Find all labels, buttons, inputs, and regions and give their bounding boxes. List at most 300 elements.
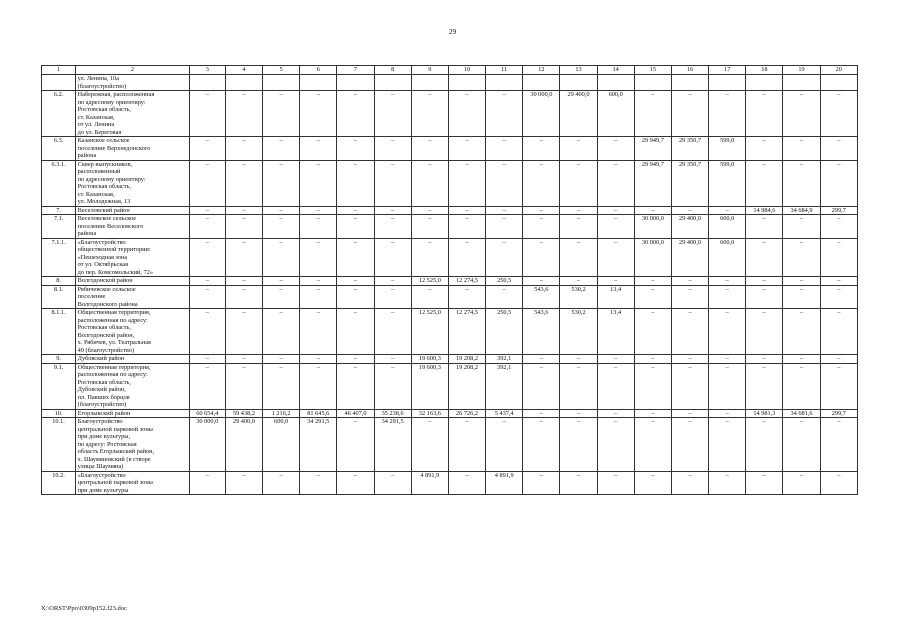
value-cell: – (634, 355, 671, 364)
value-cell: 35 238,6 (374, 409, 411, 418)
header-cell: 13 (560, 66, 597, 75)
value-cell: – (337, 363, 374, 409)
value-cell (634, 75, 671, 91)
value-cell: 29 949,7 (634, 160, 671, 206)
header-cell: 4 (225, 66, 262, 75)
value-cell: – (300, 137, 337, 161)
value-cell (189, 75, 225, 91)
value-cell: 530,2 (560, 285, 597, 309)
value-cell: – (189, 285, 225, 309)
table-row (42, 277, 858, 286)
value-cell: – (263, 277, 300, 286)
table-row (42, 137, 858, 161)
value-cell: – (337, 137, 374, 161)
value-cell: 34 681,6 (783, 409, 820, 418)
row-number: 6.3. (42, 137, 76, 161)
value-cell: – (597, 160, 634, 206)
value-cell: – (560, 238, 597, 277)
header-cell: 7 (337, 66, 374, 75)
value-cell: 4 891,9 (411, 471, 448, 495)
value-cell: – (337, 160, 374, 206)
table-row (42, 471, 858, 495)
value-cell: – (597, 363, 634, 409)
row-number: 8.1. (42, 285, 76, 309)
value-cell: – (225, 206, 262, 215)
value-cell: – (783, 277, 820, 286)
value-cell: – (820, 418, 857, 472)
row-name: Егорлыкский район (76, 409, 190, 418)
value-cell: – (448, 238, 485, 277)
header-cell: 1 (42, 66, 76, 75)
value-cell: 13,4 (597, 285, 634, 309)
table-row (42, 160, 858, 206)
value-cell: – (709, 418, 746, 472)
row-number: 10. (42, 409, 76, 418)
value-cell: – (597, 418, 634, 472)
value-cell: – (263, 363, 300, 409)
value-cell: 299,7 (820, 206, 857, 215)
value-cell: – (746, 363, 783, 409)
table-row (42, 409, 858, 418)
value-cell: – (189, 215, 225, 239)
value-cell: – (746, 355, 783, 364)
value-cell: – (746, 309, 783, 355)
value-cell: – (597, 277, 634, 286)
value-cell: 599,0 (709, 160, 746, 206)
value-cell: – (597, 355, 634, 364)
value-cell: – (820, 309, 857, 355)
value-cell: – (560, 206, 597, 215)
value-cell: 250,5 (486, 277, 523, 286)
value-cell: 30 000,0 (189, 418, 225, 472)
value-cell: – (486, 160, 523, 206)
value-cell: – (300, 355, 337, 364)
value-cell: 392,1 (486, 363, 523, 409)
value-cell: 30 000,0 (523, 91, 560, 137)
value-cell: – (709, 355, 746, 364)
value-cell: 12 274,5 (448, 309, 485, 355)
value-cell: – (523, 363, 560, 409)
row-number: 6.2. (42, 91, 76, 137)
header-cell: 10 (448, 66, 485, 75)
row-number: 10.2. (42, 471, 76, 495)
value-cell: – (225, 137, 262, 161)
value-cell: – (300, 91, 337, 137)
value-cell: – (820, 160, 857, 206)
value-cell: – (263, 206, 300, 215)
value-cell: 299,7 (820, 409, 857, 418)
value-cell: – (560, 418, 597, 472)
value-cell: – (263, 471, 300, 495)
value-cell: – (374, 277, 411, 286)
value-cell: 12 525,0 (411, 309, 448, 355)
value-cell: – (746, 137, 783, 161)
value-cell: – (263, 91, 300, 137)
value-cell: 34 291,5 (374, 418, 411, 472)
value-cell: – (374, 160, 411, 206)
value-cell: – (374, 309, 411, 355)
header-cell: 19 (783, 66, 820, 75)
header-cell: 11 (486, 66, 523, 75)
value-cell (300, 75, 337, 91)
value-cell: – (746, 471, 783, 495)
value-cell: – (225, 285, 262, 309)
value-cell: – (746, 238, 783, 277)
header-cell: 8 (374, 66, 411, 75)
header-cell: 18 (746, 66, 783, 75)
table-row (42, 285, 858, 309)
value-cell: – (448, 160, 485, 206)
header-cell: 2 (76, 66, 190, 75)
value-cell: – (783, 309, 820, 355)
value-cell: – (820, 285, 857, 309)
value-cell: – (225, 363, 262, 409)
value-cell: – (671, 91, 708, 137)
value-cell: – (225, 238, 262, 277)
value-cell: – (300, 238, 337, 277)
value-cell: – (560, 409, 597, 418)
value-cell: – (189, 355, 225, 364)
value-cell: – (411, 91, 448, 137)
value-cell: – (337, 285, 374, 309)
header-cell: 3 (189, 66, 225, 75)
footer-path: X:\ORST\Ppo\0309p152.f23.doc (41, 605, 127, 612)
row-name: Веселовское сельское поселение Веселовского района (76, 215, 190, 239)
value-cell: 59 438,2 (225, 409, 262, 418)
value-cell: – (225, 160, 262, 206)
value-cell: – (820, 215, 857, 239)
value-cell (263, 75, 300, 91)
row-name: Казанское сельское поселение Верхнедонского района (76, 137, 190, 161)
value-cell: – (820, 137, 857, 161)
value-cell: 5 437,4 (486, 409, 523, 418)
value-cell: – (560, 471, 597, 495)
value-cell: – (300, 160, 337, 206)
row-number: 7. (42, 206, 76, 215)
value-cell: 19 208,2 (448, 363, 485, 409)
value-cell: – (337, 309, 374, 355)
value-cell (225, 75, 262, 91)
value-cell: – (709, 363, 746, 409)
value-cell: – (189, 309, 225, 355)
value-cell: – (634, 277, 671, 286)
header-cell: 16 (671, 66, 708, 75)
value-cell: 14 981,3 (746, 409, 783, 418)
value-cell: – (783, 418, 820, 472)
value-cell: – (337, 418, 374, 472)
header-cell: 12 (523, 66, 560, 75)
value-cell: 34 291,5 (300, 418, 337, 472)
value-cell: 543,6 (523, 285, 560, 309)
value-cell: – (448, 206, 485, 215)
row-name: Волгодонской район (76, 277, 190, 286)
row-number: 9.1. (42, 363, 76, 409)
value-cell: – (374, 355, 411, 364)
value-cell: – (634, 363, 671, 409)
row-number: 9. (42, 355, 76, 364)
row-name: Благоустройство центральной парковой зоны при доме культуры, по адресу: Ростовская область Егорлыкский район, х. Шаумяновский (в створе улицы Шаумяна) (76, 418, 190, 472)
value-cell: 13,4 (597, 309, 634, 355)
value-cell: 60 654,4 (189, 409, 225, 418)
value-cell: – (820, 471, 857, 495)
value-cell: – (411, 285, 448, 309)
value-cell: 30 000,0 (634, 215, 671, 239)
value-cell (709, 75, 746, 91)
row-name: ул. Ленина, 10а (благоустройство) (76, 75, 190, 91)
value-cell (671, 75, 708, 91)
value-cell: – (263, 355, 300, 364)
value-cell: – (709, 409, 746, 418)
value-cell (597, 75, 634, 91)
value-cell: – (374, 206, 411, 215)
value-cell: 26 726,2 (448, 409, 485, 418)
value-cell: – (709, 471, 746, 495)
value-cell: – (189, 471, 225, 495)
row-name: Рябичевское сельское поселение Волгодонского района (76, 285, 190, 309)
table-row (42, 309, 858, 355)
value-cell: – (300, 215, 337, 239)
value-cell: – (634, 418, 671, 472)
value-cell: – (448, 215, 485, 239)
table-row (42, 238, 858, 277)
value-cell: – (746, 160, 783, 206)
value-cell: – (225, 309, 262, 355)
value-cell: – (448, 285, 485, 309)
value-cell: – (523, 471, 560, 495)
value-cell: – (820, 355, 857, 364)
value-cell: – (374, 363, 411, 409)
value-cell: – (523, 355, 560, 364)
value-cell: – (300, 285, 337, 309)
value-cell: – (523, 215, 560, 239)
value-cell: – (486, 418, 523, 472)
value-cell: – (560, 215, 597, 239)
value-cell: – (523, 418, 560, 472)
value-cell: – (523, 238, 560, 277)
value-cell: – (597, 137, 634, 161)
value-cell: – (523, 206, 560, 215)
value-cell: – (597, 215, 634, 239)
value-cell: – (337, 215, 374, 239)
value-cell: – (597, 471, 634, 495)
value-cell: 543,6 (523, 309, 560, 355)
value-cell (411, 75, 448, 91)
value-cell: – (263, 215, 300, 239)
value-cell: – (560, 355, 597, 364)
value-cell: 29 400,0 (560, 91, 597, 137)
table-row (42, 355, 858, 364)
value-cell: – (300, 471, 337, 495)
value-cell: – (820, 91, 857, 137)
value-cell (486, 75, 523, 91)
value-cell: – (411, 137, 448, 161)
value-cell: – (374, 471, 411, 495)
value-cell: – (411, 160, 448, 206)
value-cell: – (411, 215, 448, 239)
value-cell: – (634, 285, 671, 309)
value-cell: – (411, 206, 448, 215)
value-cell: – (486, 215, 523, 239)
value-cell: – (783, 91, 820, 137)
value-cell: – (263, 285, 300, 309)
value-cell: – (337, 277, 374, 286)
value-cell: – (411, 418, 448, 472)
table-row (42, 215, 858, 239)
value-cell: – (300, 309, 337, 355)
value-cell: – (486, 137, 523, 161)
value-cell: – (411, 238, 448, 277)
value-cell: – (560, 363, 597, 409)
value-cell: – (671, 363, 708, 409)
value-cell: – (783, 137, 820, 161)
value-cell: – (374, 137, 411, 161)
value-cell: 600,0 (597, 91, 634, 137)
value-cell: 29 949,7 (634, 137, 671, 161)
value-cell: – (448, 418, 485, 472)
value-cell: – (374, 285, 411, 309)
value-cell: – (746, 418, 783, 472)
value-cell: 29 350,7 (671, 160, 708, 206)
value-cell: – (634, 206, 671, 215)
value-cell: – (337, 206, 374, 215)
value-cell: – (337, 238, 374, 277)
row-number: 8.1.1. (42, 309, 76, 355)
value-cell: – (300, 206, 337, 215)
header-cell: 17 (709, 66, 746, 75)
value-cell: – (560, 160, 597, 206)
value-cell: 46 407,0 (337, 409, 374, 418)
row-number: 6.3.1. (42, 160, 76, 206)
value-cell: 600,0 (709, 238, 746, 277)
value-cell: 600,0 (709, 215, 746, 239)
value-cell: – (374, 91, 411, 137)
row-name: Общественная территория, расположенная по адресу: Ростовская область, Дубовский район, пл. Павших борцов (благоустройство) (76, 363, 190, 409)
row-number (42, 75, 76, 91)
value-cell: – (783, 355, 820, 364)
value-cell: 19 208,2 (448, 355, 485, 364)
value-cell: – (263, 309, 300, 355)
value-cell: – (486, 285, 523, 309)
value-cell: – (486, 238, 523, 277)
header-cell: 15 (634, 66, 671, 75)
value-cell: 530,2 (560, 309, 597, 355)
value-cell: 29 400,0 (225, 418, 262, 472)
value-cell: – (523, 137, 560, 161)
value-cell: 32 163,6 (411, 409, 448, 418)
value-cell: – (189, 277, 225, 286)
value-cell: 600,0 (263, 418, 300, 472)
value-cell: – (523, 277, 560, 286)
row-name: «Благоустройство центральной парковой зоны при доме культуры (76, 471, 190, 495)
value-cell: – (671, 471, 708, 495)
value-cell: – (300, 277, 337, 286)
value-cell (337, 75, 374, 91)
value-cell: 12 525,0 (411, 277, 448, 286)
row-number: 8. (42, 277, 76, 286)
value-cell: – (448, 137, 485, 161)
value-cell: – (671, 409, 708, 418)
row-number: 7.1.1. (42, 238, 76, 277)
value-cell (783, 75, 820, 91)
value-cell: – (263, 137, 300, 161)
value-cell: – (709, 309, 746, 355)
row-name: «Благоустройство общественной территории: «Пешеходная зона от ул. Октябрьская до пер. Комсомольский, 72» (76, 238, 190, 277)
value-cell (523, 75, 560, 91)
value-cell: – (709, 285, 746, 309)
value-cell: 34 684,9 (783, 206, 820, 215)
value-cell: – (783, 215, 820, 239)
data-table (41, 65, 858, 495)
value-cell: – (225, 215, 262, 239)
value-cell: – (374, 215, 411, 239)
value-cell: – (337, 355, 374, 364)
value-cell: – (225, 471, 262, 495)
value-cell (746, 75, 783, 91)
value-cell: – (671, 285, 708, 309)
value-cell: – (671, 277, 708, 286)
value-cell: – (337, 471, 374, 495)
value-cell: – (597, 409, 634, 418)
value-cell (820, 75, 857, 91)
value-cell: – (783, 471, 820, 495)
value-cell: – (671, 206, 708, 215)
value-cell: 30 000,0 (634, 238, 671, 277)
value-cell: 1 216,2 (263, 409, 300, 418)
value-cell: – (225, 91, 262, 137)
table-row (42, 75, 858, 91)
table-row (42, 91, 858, 137)
value-cell: – (746, 215, 783, 239)
value-cell: – (820, 277, 857, 286)
table-row (42, 363, 858, 409)
value-cell: – (820, 238, 857, 277)
page-number: 29 (448, 27, 457, 36)
value-cell: – (189, 137, 225, 161)
value-cell: 14 984,6 (746, 206, 783, 215)
value-cell (448, 75, 485, 91)
value-cell: 19 600,3 (411, 355, 448, 364)
value-cell: 81 645,6 (300, 409, 337, 418)
value-cell: – (448, 91, 485, 137)
value-cell: – (709, 206, 746, 215)
header-cell: 14 (597, 66, 634, 75)
value-cell: 392,1 (486, 355, 523, 364)
value-cell: – (634, 471, 671, 495)
value-cell (560, 75, 597, 91)
value-cell: – (709, 277, 746, 286)
value-cell: – (634, 91, 671, 137)
header-cell: 9 (411, 66, 448, 75)
row-name: Набережная, расположенная по адресному ориентиру: Ростовская область, ст. Казанская, от ул. Ленина до ул. Береговая (76, 91, 190, 137)
value-cell: – (671, 355, 708, 364)
header-row (42, 66, 858, 75)
value-cell: 12 274,5 (448, 277, 485, 286)
value-cell: 599,0 (709, 137, 746, 161)
value-cell: – (783, 238, 820, 277)
header-cell: 5 (263, 66, 300, 75)
row-name: Общественная территория, расположенная по адресу: Ростовская область, Волгодонской район, х. Рябичев, ул. Театральная 49 (благоустройство) (76, 309, 190, 355)
value-cell: – (225, 277, 262, 286)
value-cell (374, 75, 411, 91)
value-cell: – (523, 160, 560, 206)
value-cell: – (783, 160, 820, 206)
row-name: Веселовский район (76, 206, 190, 215)
value-cell: – (189, 206, 225, 215)
value-cell: – (560, 277, 597, 286)
value-cell: – (634, 309, 671, 355)
value-cell: – (337, 91, 374, 137)
header-cell: 20 (820, 66, 857, 75)
